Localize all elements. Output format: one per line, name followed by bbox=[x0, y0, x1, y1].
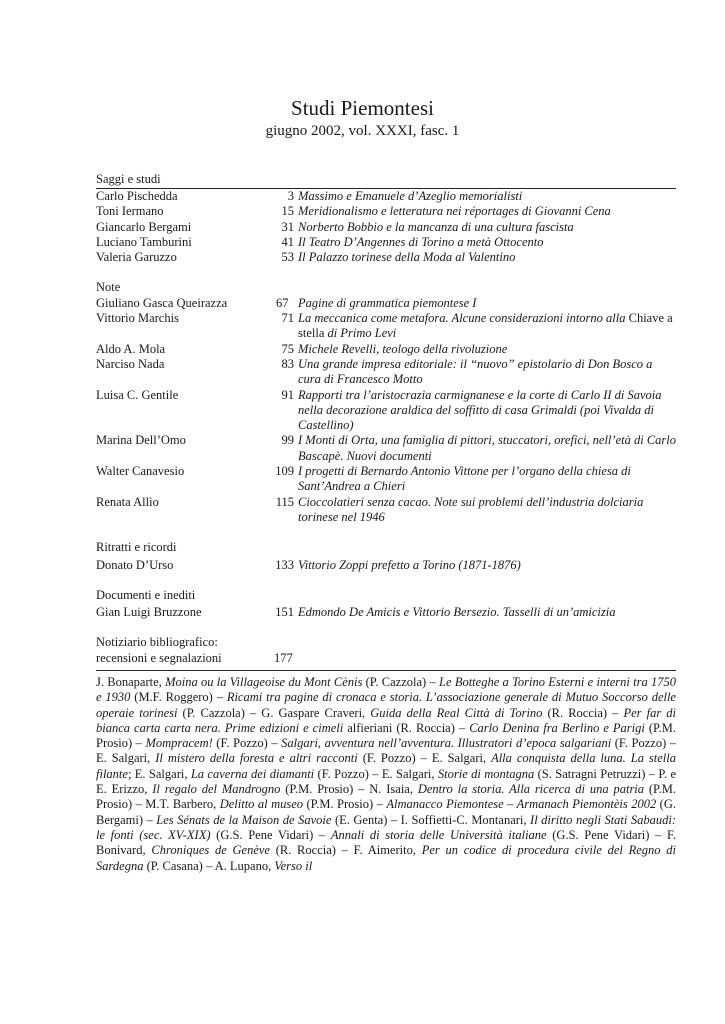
toc-entry bbox=[96, 235, 676, 250]
biblio-title: Verso il bbox=[274, 858, 313, 873]
entry-author: Gian Luigi Bruzzone bbox=[96, 605, 202, 620]
biblio-title: Storie di montagna bbox=[437, 766, 535, 781]
entry-page: 177 bbox=[274, 650, 293, 665]
biblio-text: (P. Cazzola) – bbox=[362, 675, 440, 689]
toc-entry bbox=[96, 433, 676, 464]
biblio-text: ; E. Salgari, bbox=[127, 766, 191, 781]
entry-title: Rapporti tra l’aristocrazia carmignanese e la corte di Carlo II di Savoia nella decorazione araldica del soffitto di casa Grimaldi (poi Vivalda di Castellino) bbox=[298, 387, 662, 433]
biblio-text: (P. Cazzola) – G. Gaspare Craveri, bbox=[177, 705, 371, 720]
toc-entry bbox=[96, 357, 676, 388]
biblio-title: Annali di storia delle Università italiane bbox=[330, 827, 547, 842]
entry-title: Una grande impresa editoriale: il “nuovo” epistolario di Don Bosco a cura di Francesco Motto bbox=[298, 356, 653, 387]
section-label-notiziario: Notiziario bibliografico: bbox=[96, 635, 218, 650]
biblio-title: Mompracem! bbox=[145, 736, 213, 751]
toc-entry bbox=[96, 311, 676, 342]
entry-page: 71 bbox=[281, 311, 294, 326]
entry-title: I Monti di Orta, una famiglia di pittori, stuccatori, orefici, nell’età di Carlo Bascapè. Nuovi documenti bbox=[298, 433, 676, 463]
entry-author: Vittorio Marchis bbox=[96, 311, 179, 326]
biblio-text: (P.M. Prosio) – bbox=[303, 797, 387, 812]
entry-author: Narciso Nada bbox=[96, 356, 165, 371]
biblio-text: (G.S. Pene Vidari) – bbox=[210, 827, 331, 842]
entry-title: Michele Revelli, teologo della rivoluzione bbox=[298, 341, 508, 356]
biblio-title: Le Botteghe a Torino Esterni e interni tra 1750 e 1930 bbox=[96, 675, 676, 705]
biblio-title: Delitto al museo bbox=[219, 797, 304, 812]
biblio-text: (E. Genta) – I. Soffietti-C. Montanari, bbox=[331, 812, 531, 827]
table-of-contents bbox=[96, 172, 676, 666]
biblio-title: Per un codice di procedura civile del Regno di Sardegna bbox=[96, 843, 676, 873]
entry-page: 67 bbox=[276, 295, 289, 310]
entry-page: 83 bbox=[281, 356, 294, 371]
biblio-title: Il mistero della foresta e altri racconti bbox=[155, 751, 358, 766]
entry-author: Aldo A. Mola bbox=[96, 341, 166, 356]
entry-page: 109 bbox=[275, 464, 294, 479]
entry-title: Il Teatro D’Angennes di Torino a metà Ottocento bbox=[298, 234, 544, 249]
bibliography-paragraph bbox=[96, 675, 676, 874]
biblio-text: (F. Pozzo) – E. Salgari, bbox=[96, 736, 677, 766]
toc-entry bbox=[96, 388, 676, 434]
toc-entry bbox=[96, 220, 676, 235]
entry-author: Luciano Tamburini bbox=[96, 234, 192, 249]
biblio-divider bbox=[96, 670, 676, 671]
biblio-title: Almanacco Piemontese – Armanach Piemontèis 2002 bbox=[386, 797, 657, 812]
section-label-ritratti: Ritratti e ricordi bbox=[96, 540, 177, 555]
biblio-text: J. Bonaparte, bbox=[96, 675, 166, 689]
toc-entry bbox=[96, 495, 676, 526]
biblio-text: (R. Roccia) – F. Aimerito, bbox=[269, 843, 422, 858]
entry-author: Giuliano Gasca Queirazza bbox=[96, 295, 228, 310]
section-label-documenti: Documenti e inediti bbox=[96, 587, 196, 602]
entry-title: Cioccolatieri senza cacao. Note sui problemi dell’industria dolciaria torinese nel 1946 bbox=[298, 494, 644, 524]
toc-entry bbox=[96, 189, 676, 204]
entry-author: Giancarlo Bergami bbox=[96, 219, 192, 234]
biblio-title: Dentro la storia. Alla ricerca di una patria bbox=[417, 782, 645, 797]
biblio-title: Moina ou la Villageoise du Mont Cènis bbox=[165, 675, 363, 689]
entry-author: Walter Canavesio bbox=[96, 464, 185, 479]
entry-title: Massimo e Emanuele d’Azeglio memorialisti bbox=[298, 189, 523, 203]
entry-page: 15 bbox=[281, 204, 294, 219]
biblio-text: (F. Pozzo) – E. Salgari, bbox=[314, 766, 438, 781]
entry-title: Il Palazzo torinese della Moda al Valentino bbox=[298, 250, 516, 265]
biblio-text: (G.S. Pene Vidari) – F. Bonivard, bbox=[96, 827, 677, 858]
biblio-text: (F. Pozzo) – E. Salgari, bbox=[357, 751, 492, 766]
entry-title: Pagine di grammatica piemontese I bbox=[298, 295, 477, 310]
biblio-title: Chroniques de Genève bbox=[151, 843, 270, 858]
biblio-title: Il diritto negli Stati Sabaudi: le fonti (sec. XV-XIX) bbox=[96, 812, 677, 842]
entry-author: Donato D’Urso bbox=[96, 557, 174, 572]
biblio-text: alfieriani (R. Roccia) – bbox=[343, 720, 470, 735]
biblio-text: (S. Satragni Petruzzi) – P. e E. Erizzo, bbox=[96, 766, 676, 797]
toc-entry bbox=[96, 204, 676, 219]
biblio-text: (F. Pozzo) – bbox=[212, 736, 282, 751]
entry-page: 133 bbox=[275, 557, 294, 572]
biblio-title: Alla conquista della luna. La stella filante bbox=[96, 751, 676, 781]
entry-page: 99 bbox=[281, 433, 294, 448]
entry-author: Carlo Pischedda bbox=[96, 189, 178, 203]
entry-page: 91 bbox=[281, 387, 294, 402]
toc-entry bbox=[96, 605, 676, 620]
entry-author: Luisa C. Gentile bbox=[96, 387, 179, 402]
biblio-title: Per far di bianca carta carta nera. Prime edizioni e cimeli bbox=[96, 705, 676, 735]
entry-title: I progetti di Bernardo Antonio Vittone per l’organo della chiesa di Sant’Andrea a Chieri bbox=[298, 464, 631, 494]
entry-page: 53 bbox=[281, 250, 294, 265]
entry-author: Valeria Garuzzo bbox=[96, 250, 177, 265]
entry-title: Meridionalismo e letteratura nei réportages di Giovanni Cena bbox=[298, 204, 611, 219]
toc-entry bbox=[96, 342, 676, 357]
biblio-text: (P.M. Prosio) – bbox=[96, 720, 676, 751]
toc-entry bbox=[96, 558, 676, 573]
biblio-title: Il regalo del Mandrogno bbox=[152, 782, 281, 797]
entry-page: 31 bbox=[281, 219, 294, 234]
page-title: Studi Piemontesi bbox=[291, 96, 434, 120]
entry-author: Marina Dell’Omo bbox=[96, 433, 186, 448]
biblio-title: La caverna dei diamanti bbox=[190, 766, 315, 781]
entry-title: La meccanica come metafora. Alcune considerazioni intorno alla Chiave a stella di Primo Levi bbox=[298, 311, 673, 341]
toc-entry bbox=[96, 250, 676, 265]
toc-entry bbox=[96, 464, 676, 495]
entry-page: 115 bbox=[275, 494, 294, 509]
entry-page: 75 bbox=[281, 341, 294, 356]
entry-page: 151 bbox=[275, 605, 294, 620]
biblio-title: Les Sénats de la Maison de Savoie bbox=[156, 812, 332, 827]
section-label-note: Note bbox=[96, 280, 121, 295]
entry-author: Renata Allìo bbox=[96, 494, 159, 509]
biblio-title: Ricami tra pagine di cronaca e storia. L’associazione generale di Mutuo Soccorso delle operaie torinesi bbox=[96, 690, 676, 720]
biblio-title: Salgari, avventura nell’avventura. Illustratori d’epoca salgariani bbox=[281, 736, 612, 751]
biblio-text: (G. Bergami) – bbox=[96, 797, 677, 827]
issue-subtitle: giugno 2002, vol. XXXI, fasc. 1 bbox=[265, 123, 460, 139]
biblio-text: (P.M. Prosio) – N. Isaia, bbox=[280, 782, 418, 797]
toc-entry bbox=[96, 296, 676, 311]
section-label-saggi: Saggi e studi bbox=[96, 172, 161, 186]
biblio-title: Guida della Real Città di Torino bbox=[370, 705, 543, 720]
biblio-text: (P.M. Prosio) – M.T. Barbero, bbox=[96, 782, 676, 812]
biblio-text: (R. Roccia) – bbox=[542, 705, 624, 720]
biblio-text: (M.F. Roggero) – bbox=[130, 690, 227, 705]
entry-page: 41 bbox=[281, 234, 294, 249]
entry-author: recensioni e segnalazioni bbox=[96, 650, 222, 665]
entry-title: Norberto Bobbio e la mancanza di una cultura fascista bbox=[298, 219, 574, 234]
biblio-text: (P. Casana) – A. Lupano, bbox=[143, 858, 275, 873]
toc-entry bbox=[96, 651, 676, 666]
biblio-title: Carlo Denina fra Berlino e Parigi bbox=[469, 720, 645, 735]
entry-page: 3 bbox=[287, 189, 294, 203]
entry-author: Toni Iermano bbox=[96, 204, 164, 219]
entry-title: Edmondo De Amicis e Vittorio Bersezio. Tasselli di un’amicizia bbox=[298, 605, 616, 620]
entry-title: Vittorio Zoppi prefetto a Torino (1871-1876) bbox=[298, 557, 521, 572]
